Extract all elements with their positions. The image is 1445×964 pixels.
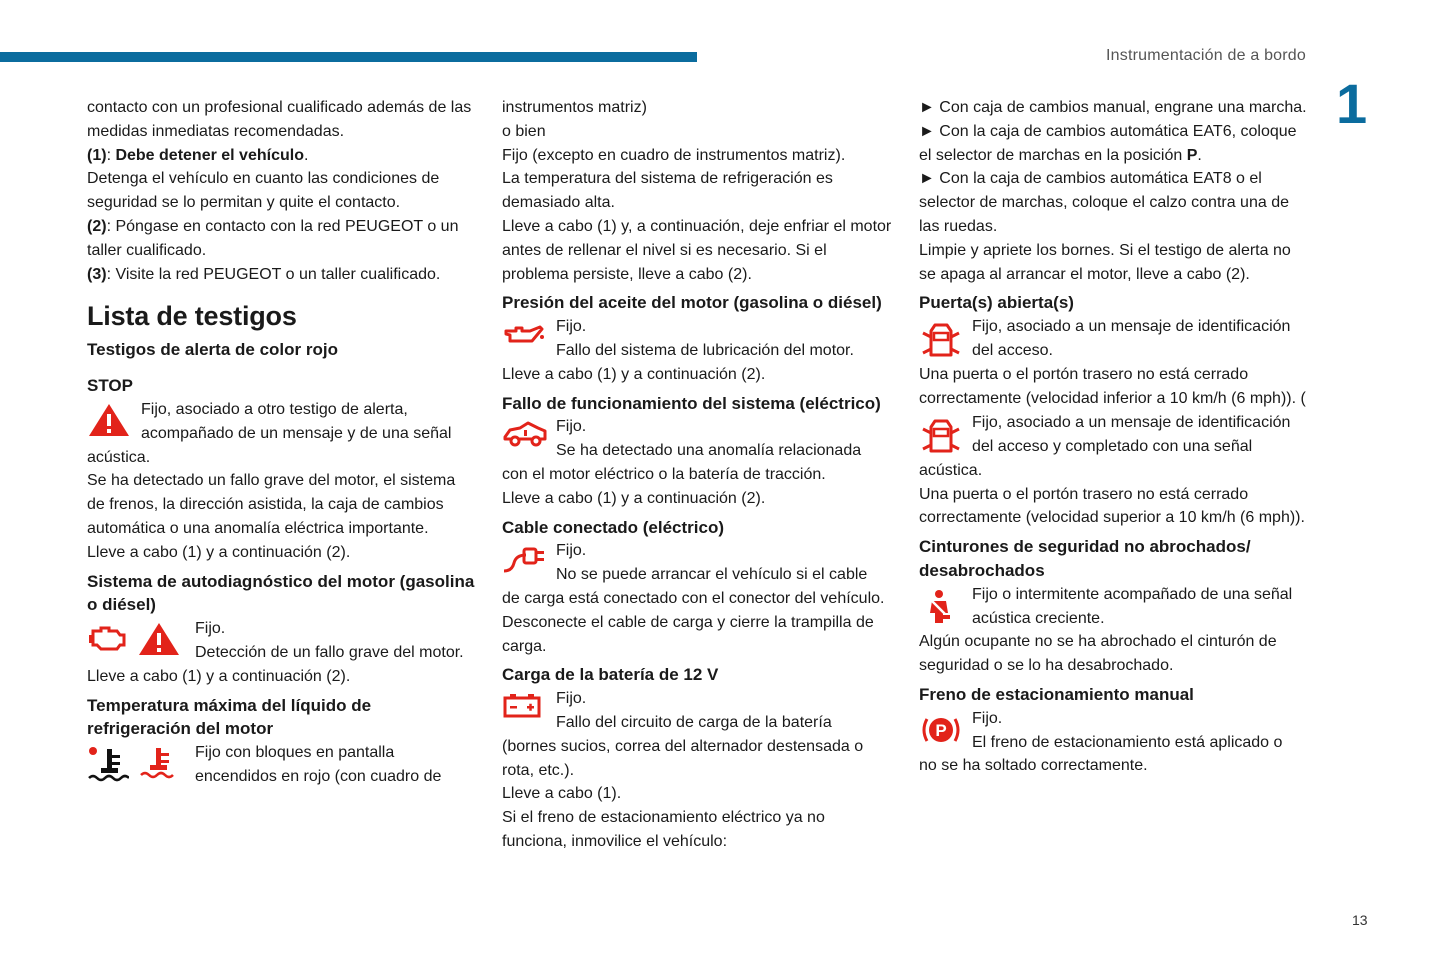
bullet-marker: ► <box>919 170 935 188</box>
coolant-cont-5: Lleve a cabo (1) y, a continuación, deje enfriar el motor antes de rellenar el nivel si es necesario. Si el problema persiste, lleve a cabo (2). <box>502 217 892 283</box>
parking-line3: no se ha soltado correctamente. <box>919 757 1148 775</box>
ref3-line <box>87 263 477 287</box>
engine-diag-line1: Fijo. <box>195 620 226 638</box>
electric-fault-line2: Se ha detectado una anomalía relacionada <box>556 442 862 460</box>
coolant-text: Fijo con bloques en pantalla encendidos en rojo (con cuadro de <box>195 744 442 785</box>
battery-action: Lleve a cabo (1). <box>502 785 622 803</box>
electric-fault-row <box>502 415 894 463</box>
doors-a-line1: Fijo, asociado a un mensaje de identificación <box>972 318 1291 336</box>
battery-note: Si el freno de estacionamiento eléctrico ya no funciona, inmovilice el vehículo: <box>502 809 825 850</box>
stop-line1: Fijo, asociado a otro testigo de alerta, acompañado de un mensaje y de una señal <box>141 400 452 442</box>
oil-can-icon <box>502 319 546 349</box>
coolant-cont-4: La temperatura del sistema de refrigeración es demasiado alta. <box>502 170 833 212</box>
subheading-red-warnings: Testigos de alerta de color rojo <box>87 340 338 360</box>
seatbelt-title: Cinturones de seguridad no abrochados/ desabrochados <box>919 537 1251 580</box>
stop-line2: acústica. <box>87 448 151 466</box>
charging-plug-icon <box>502 543 548 577</box>
coolant-temperature-bar-icon <box>87 745 129 785</box>
cable-title: Cable conectado (eléctrico) <box>502 517 725 537</box>
warning-triangle-icon <box>87 402 131 438</box>
electric-fault-line3: con el motor eléctrico o la batería de tracción. <box>502 465 826 483</box>
doors-a-body: Una puerta o el portón trasero no está cerrado correctamente (velocidad inferior a 10 km/h (6 mph)). ( <box>919 366 1306 407</box>
stop-row <box>87 398 477 446</box>
chapter-number: 1 <box>1336 72 1368 135</box>
bullet-marker: ► <box>919 122 935 140</box>
ref2-line <box>87 215 477 263</box>
cable-row <box>502 539 894 587</box>
stop-action: Lleve a cabo (1) y a continuación (2). <box>87 543 351 561</box>
battery-title: Carga de la batería de 12 V <box>502 665 719 685</box>
warning-triangle-icon <box>137 621 181 657</box>
coolant-row <box>87 741 477 789</box>
ref2-text: : Póngase en contacto con la red PEUGEOT o un taller cualificado. <box>87 217 459 259</box>
parking-title: Freno de estacionamiento manual <box>919 684 1194 704</box>
coolant-cont-3: Fijo (excepto en cuadro de instrumentos matriz). <box>502 146 846 164</box>
svg-text:P: P <box>935 720 947 740</box>
seatbelt-line1: Fijo o intermitente acompañado de una señal <box>972 585 1293 603</box>
parking-row <box>919 707 1311 755</box>
oil-row <box>502 315 894 363</box>
battery-icon <box>502 691 542 719</box>
coolant-cont-2: o bien <box>502 122 546 140</box>
stop-title: STOP <box>87 376 133 396</box>
engine-diag-action: Lleve a cabo (1) y a continuación (2). <box>87 667 351 685</box>
parking-line2: El freno de estacionamiento está aplicado o <box>972 733 1283 751</box>
seatbelt-line2: acústica creciente. <box>972 609 1105 627</box>
door-open-icon <box>919 319 963 363</box>
intro-paragraph: contacto con un profesional cualificado además de las medidas inmediatas recomendadas. <box>87 99 472 140</box>
doors-b-line2: del acceso y completado con una señal <box>972 437 1253 455</box>
seatbelt-icon <box>919 587 959 627</box>
battery-line1: Fijo. <box>556 690 587 708</box>
coolant-temperature-icon <box>139 745 179 781</box>
doors-b-body: Una puerta o el portón trasero no está cerrado correctamente (velocidad superior a 10 km/h (6 mph)). <box>919 485 1305 527</box>
battery-row <box>502 687 894 735</box>
bullet-eat6: ► Con la caja de cambios automática EAT6, coloque el selector de marchas en la posición P. <box>919 122 1297 164</box>
battery-end: Limpie y apriete los bornes. Si el testigo de alerta no se apaga al arrancar el motor, lleve a cabo (2). <box>919 241 1291 283</box>
doors-b-line3: acústica. <box>919 461 983 479</box>
engine-diag-row <box>87 617 477 665</box>
oil-action: Lleve a cabo (1) y a continuación (2). <box>502 365 766 383</box>
bullet-manual: ► Con caja de cambios manual, engrane una marcha. <box>919 99 1307 116</box>
ref1-detail: Detenga el vehículo en cuanto las condiciones de seguridad se lo permitan y quite el contacto. <box>87 170 440 212</box>
ref2-label: (2) <box>87 217 107 235</box>
battery-line2: Fallo del circuito de carga de la batería <box>556 713 832 731</box>
electric-car-fault-icon <box>502 419 548 449</box>
page-number: 13 <box>1352 912 1368 928</box>
seatbelt-row <box>919 583 1311 631</box>
doors-a-line2: del acceso. <box>972 341 1053 359</box>
page-heading: Lista de testigos <box>87 301 297 332</box>
engine-icon <box>87 621 127 655</box>
cable-action: Desconecte el cable de carga y cierre la trampilla de carga. <box>502 613 874 655</box>
oil-title: Presión del aceite del motor (gasolina o diésel) <box>502 293 882 313</box>
ref1-line: (1): Debe detener el vehículo. <box>87 146 309 164</box>
electric-fault-line1: Fijo. <box>556 418 587 436</box>
stop-body: Se ha detectado un fallo grave del motor, el sistema de frenos, la dirección asistida, la caja de cambios automática o una anomalía eléctrica importante. <box>87 472 456 537</box>
door-open-icon <box>919 415 963 459</box>
header-accent-bar <box>0 52 697 62</box>
section-title: Instrumentación de a bordo <box>1106 47 1306 64</box>
cable-line2: No se puede arrancar el vehículo si el cable <box>556 566 868 584</box>
parking-brake-icon <box>919 711 963 749</box>
coolant-cont-1: instrumentos matriz) <box>502 99 647 116</box>
electric-fault-title: Fallo de funcionamiento del sistema (eléctrico) <box>502 393 881 413</box>
ref3-text: : Visite la red PEUGEOT o un taller cualificado. <box>106 265 441 283</box>
battery-line3: (bornes sucios, correa del alternador destensada o rota, etc.). <box>502 737 864 779</box>
ref3-label: (3) <box>87 265 107 283</box>
oil-line1: Fijo. <box>556 318 587 336</box>
cable-line1: Fijo. <box>556 542 587 560</box>
engine-diag-line2: Detección de un fallo grave del motor. <box>195 643 464 661</box>
bullet-eat8: ► Con la caja de cambios automática EAT8 o el selector de marchas, coloque el calzo contra una de las ruedas. <box>919 170 1289 235</box>
column-left <box>87 96 477 789</box>
engine-diag-title: Sistema de autodiagnóstico del motor (gasolina o diésel) <box>87 571 475 615</box>
bullet-marker: ► <box>919 99 935 116</box>
parking-line1: Fijo. <box>972 709 1003 727</box>
doors-title: Puerta(s) abierta(s) <box>919 293 1074 313</box>
doors-b-line1: Fijo, asociado a un mensaje de identificación <box>972 413 1291 431</box>
ref1-label: (1) <box>87 146 107 164</box>
doors-row-a <box>919 315 1311 363</box>
electric-fault-action: Lleve a cabo (1) y a continuación (2). <box>502 489 766 507</box>
oil-line2: Fallo del sistema de lubricación del motor. <box>556 341 854 359</box>
column-middle <box>502 96 894 854</box>
coolant-title: Temperatura máxima del líquido de refrigeración del motor <box>87 695 372 739</box>
ref1-text: Debe detener el vehículo <box>115 146 304 164</box>
doors-row-b <box>919 411 1311 459</box>
seatbelt-body: Algún ocupante no se ha abrochado el cinturón de seguridad o se lo ha desabrochado. <box>919 633 1277 675</box>
cable-line3: de carga está conectado con el conector del vehículo. <box>502 589 885 607</box>
column-right <box>919 96 1311 778</box>
